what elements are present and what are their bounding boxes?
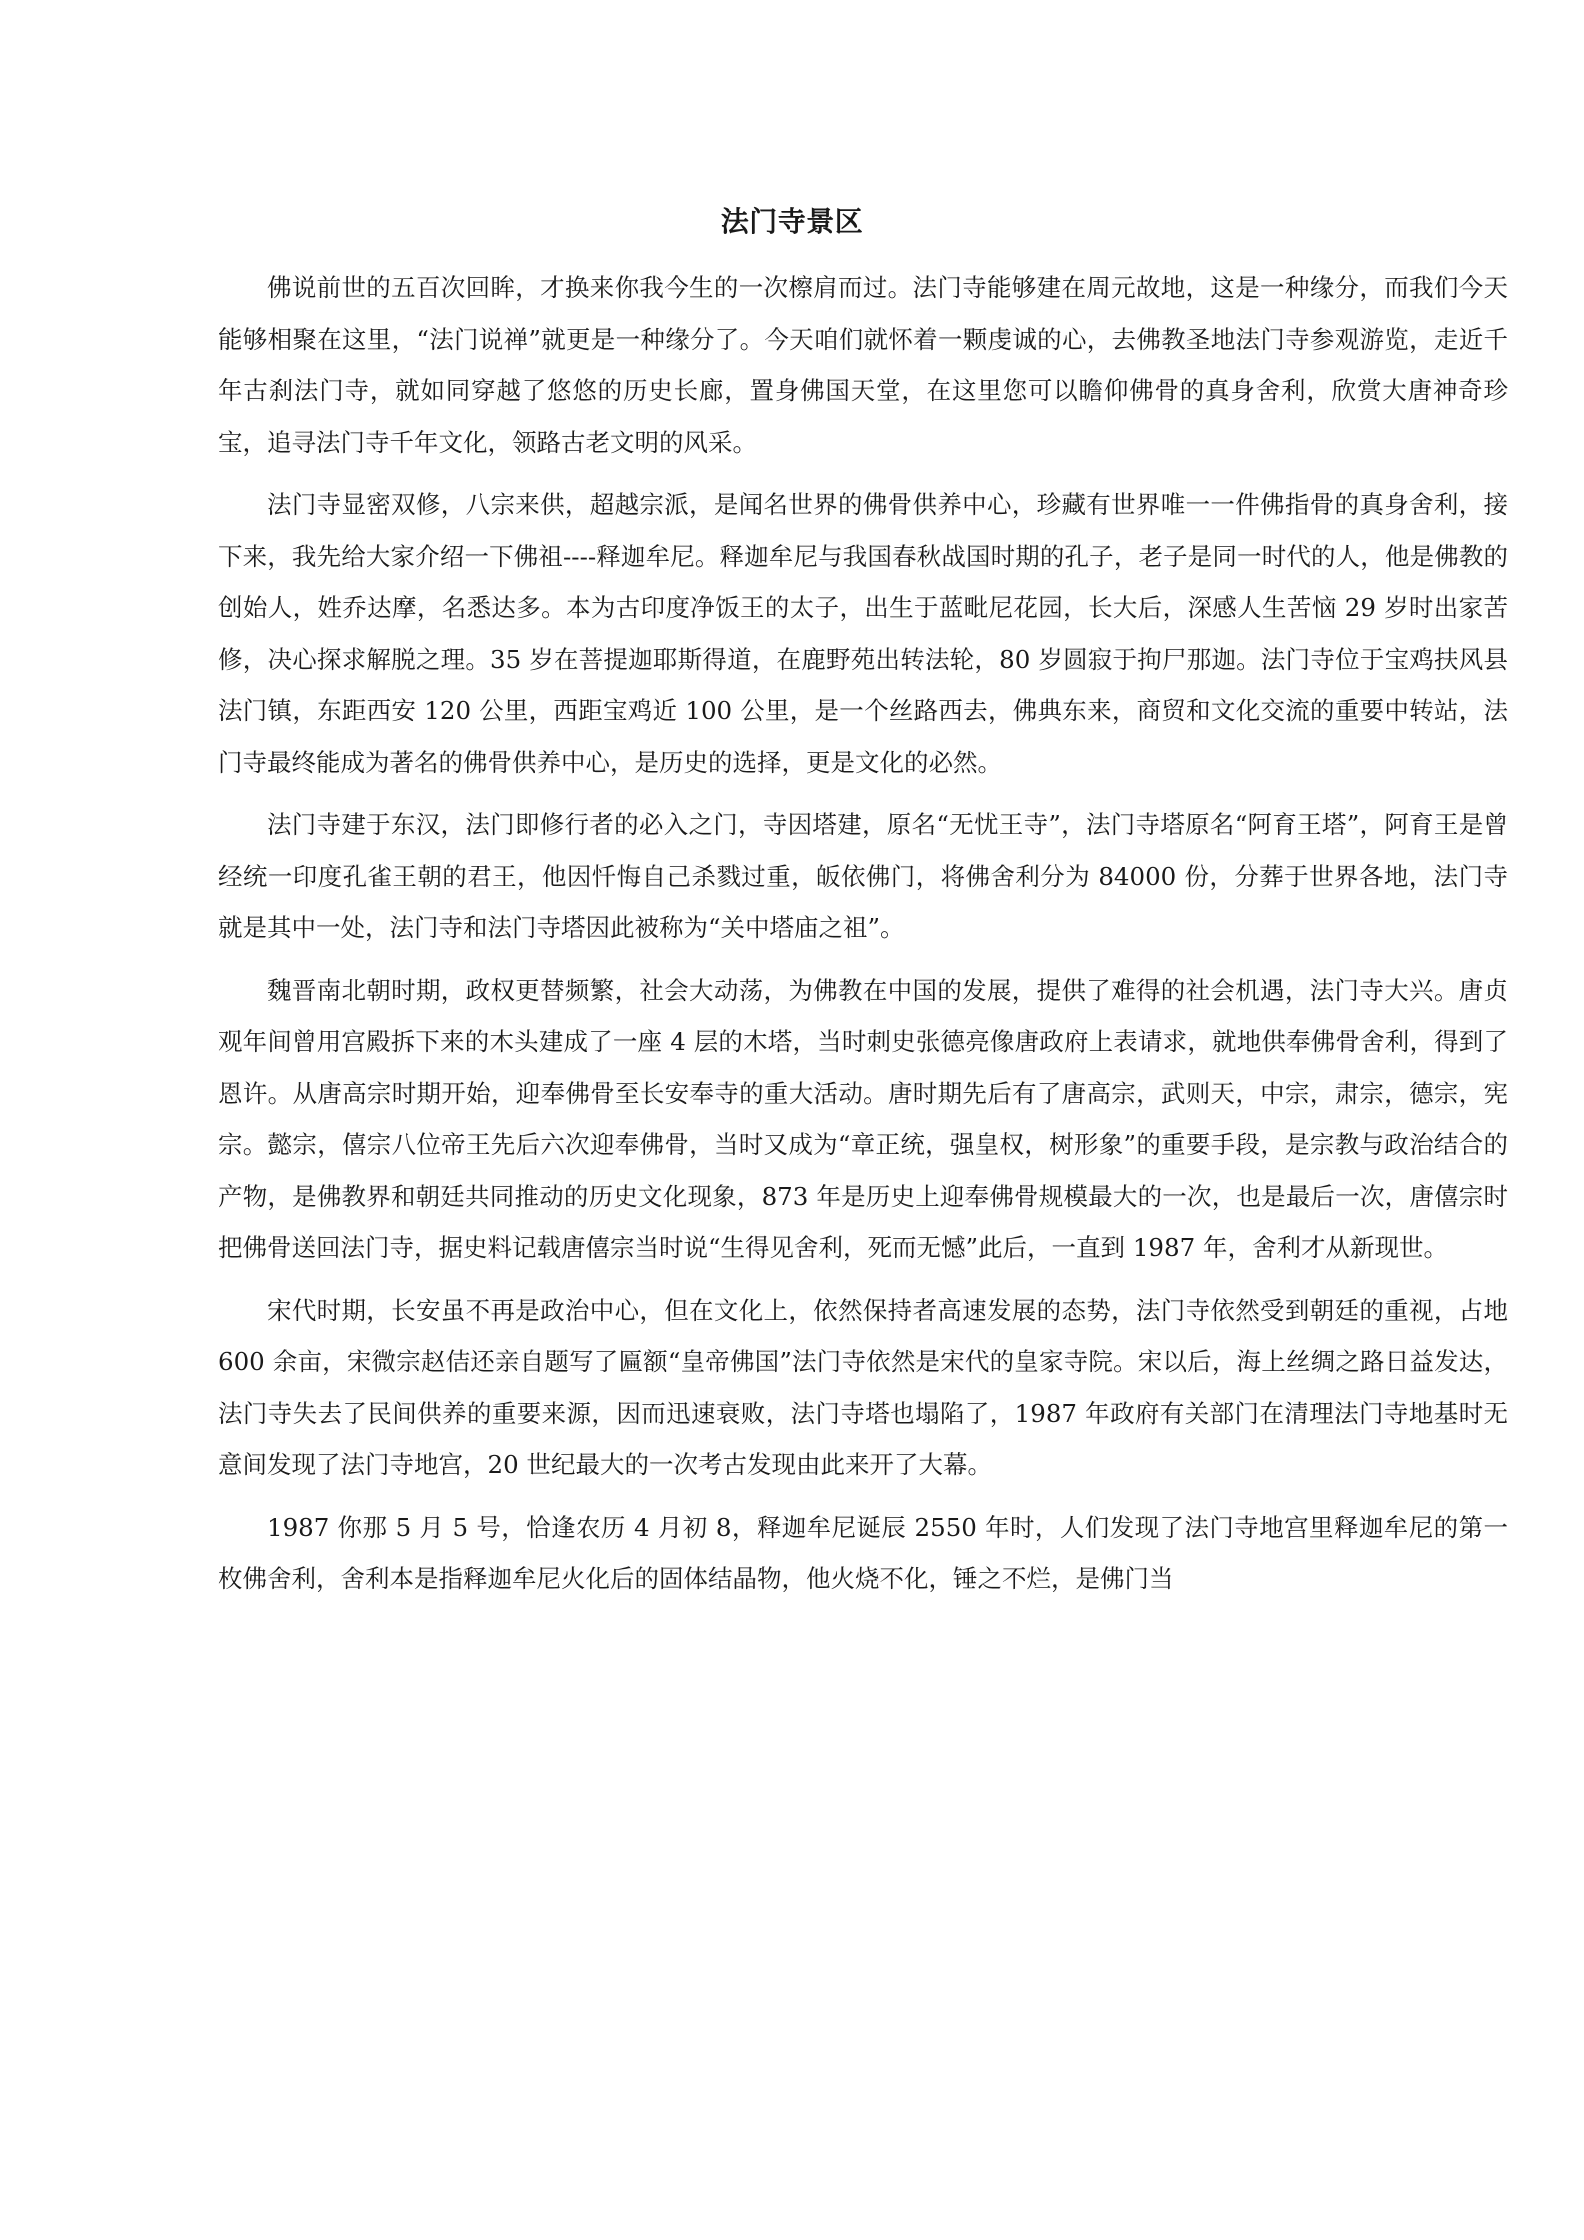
paragraph-4: 魏晋南北朝时期，政权更替频繁，社会大动荡，为佛教在中国的发展，提供了难得的社会机遇，法门寺大兴。唐贞观年间曾用宫殿拆下来的木头建成了一座 4 层的木塔，当时刺史张德亮像唐政府上表请求，就地供奉佛骨舍利，得到了恩许。从唐高宗时期开始，迎奉佛骨至长安奉寺的重大活动。唐时期先后有了唐高宗，武则天，中宗，肃宗，德宗，宪宗。懿宗，僖宗八位帝王先后六次迎奉佛骨，当时又成为“章正统，强皇权，树形象”的重要手段，是宗教与政治结合的产物，是佛教界和朝廷共同推动的历史文化现象，873 年是历史上迎奉佛骨规模最大的一次，也是最后一次，唐僖宗时把佛骨送回法门寺，据史料记载唐僖宗当时说“生得见舍利，死而无憾”此后，一直到 1987 年，舍利才从新现世。 (218, 975, 1508, 1262)
page-title: 法门寺景区 (720, 205, 864, 238)
paragraph-1: 佛说前世的五百次回眸，才换来你我今生的一次檫肩而过。法门寺能够建在周元故地，这是一种缘分，而我们今天能够相聚在这里，“法门说禅”就更是一种缘分了。今天咱们就怀着一颗虔诚的心，去佛教圣地法门寺参观游览，走近千年古刹法门寺，就如同穿越了悠悠的历史长廊，置身佛国天堂，在这里您可以瞻仰佛骨的真身舍利，欣赏大唐神奇珍宝，追寻法门寺千年文化，领路古老文明的风采。 (218, 273, 1508, 457)
document-body (218, 262, 1508, 1616)
paragraph-5: 宋代时期，长安虽不再是政治中心，但在文化上，依然保持者高速发展的态势，法门寺依然受到朝廷的重视，占地 600 余亩，宋微宗赵佶还亲自题写了匾额“皇帝佛国”法门寺依然是宋代的皇家寺院。宋以后，海上丝绸之路日益发达，法门寺失去了民间供养的重要来源，因而迅速衰败，法门寺塔也塌陷了，1987 年政府有关部门在清理法门寺地基时无意间发现了法门寺地宫，20 世纪最大的一次考古发现由此来开了大幕。 (218, 1295, 1508, 1479)
paragraph-3: 法门寺建于东汉，法门即修行者的必入之门，寺因塔建，原名“无忧王寺”，法门寺塔原名“阿育王塔”，阿育王是曾经统一印度孔雀王朝的君王，他因忏悔自己杀戮过重，皈依佛门，将佛舍利分为 84000 份，分葬于世界各地，法门寺就是其中一处，法门寺和法门寺塔因此被称为“关中塔庙之祖”。 (218, 810, 1508, 942)
paragraph-6: 1987 你那 5 月 5 号，恰逢农历 4 月初 8，释迦牟尼诞辰 2550 年时，人们发现了法门寺地宫里释迦牟尼的第一枚佛舍利，舍利本是指释迦牟尼火化后的固体结晶物，他火烧不化，锤之不烂，是佛门当 (218, 1512, 1508, 1593)
paragraph-2: 法门寺显密双修，八宗来供，超越宗派，是闻名世界的佛骨供养中心，珍藏有世界唯一一件佛指骨的真身舍利，接下来，我先给大家介绍一下佛祖----释迦牟尼。释迦牟尼与我国春秋战国时期的孔子，老子是同一时代的人，他是佛教的创始人，姓乔达摩，名悉达多。本为古印度净饭王的太子，出生于蓝毗尼花园，长大后，深感人生苦恼 29 岁时出家苦修，决心探求解脱之理。35 岁在菩提迦耶斯得道，在鹿野苑出转法轮，80 岁圆寂于拘尸那迦。法门寺位于宝鸡扶风县法门镇，东距西安 120 公里，西距宝鸡近 100 公里，是一个丝路西去，佛典东来，商贸和文化交流的重要中转站，法门寺最终能成为著名的佛骨供养中心，是历史的选择，更是文化的必然。 (218, 490, 1508, 777)
